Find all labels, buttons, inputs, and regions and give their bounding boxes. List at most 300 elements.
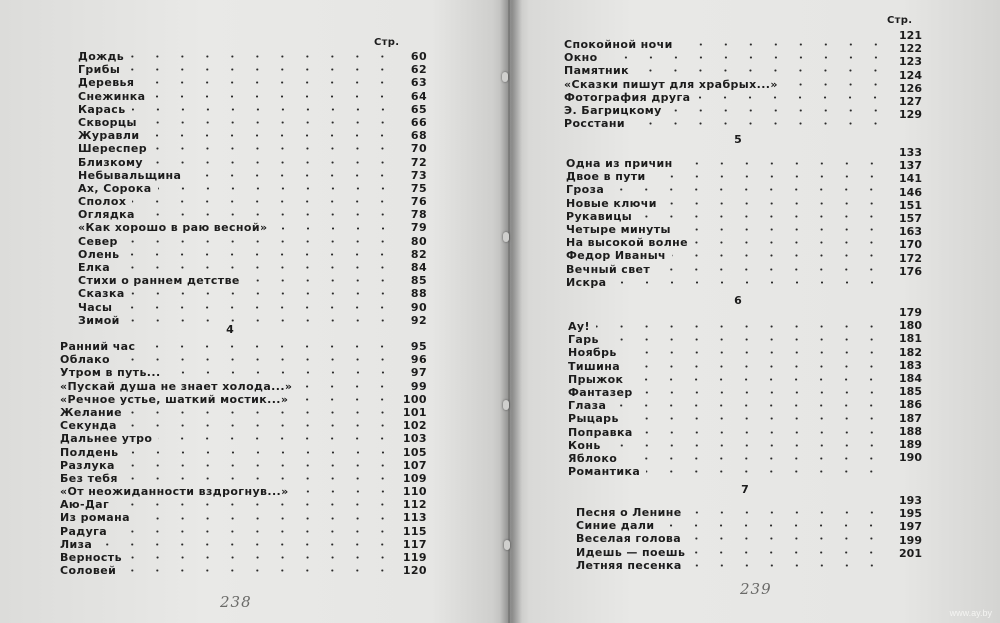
toc-entry	[78, 50, 427, 63]
toc-entry-page: 75	[410, 181, 427, 195]
toc-entry	[568, 439, 890, 452]
toc-list	[60, 340, 427, 577]
toc-entry-page: 109	[402, 471, 427, 485]
leader-dots	[116, 266, 395, 269]
leader-dots	[128, 556, 395, 559]
toc-entry-page: 88	[410, 287, 427, 301]
leader-dots	[298, 385, 395, 388]
toc-entry-title: Ноябрь	[568, 346, 617, 360]
toc-entry-title: Снежинка	[78, 89, 146, 103]
leader-dots	[118, 306, 395, 309]
toc-entry-page: 170	[899, 238, 922, 252]
leader-dots	[131, 292, 395, 295]
toc-entry	[566, 263, 890, 276]
toc-entry-page: 121	[899, 29, 922, 42]
toc-entry	[576, 559, 890, 572]
toc-entry-page: 70	[410, 142, 427, 156]
binding-stitch	[503, 400, 509, 410]
leader-dots	[677, 228, 884, 231]
toc-entry	[566, 183, 890, 196]
leader-dots	[151, 95, 395, 98]
leader-dots	[672, 254, 884, 257]
toc-entry-page: 100	[402, 392, 427, 406]
toc-entry-title: Часы	[78, 300, 113, 314]
toc-entry-title: Конь	[568, 438, 601, 452]
toc-entry	[78, 103, 427, 116]
toc-entry	[78, 287, 427, 300]
toc-entry-title: Спокойной ночи	[564, 38, 673, 51]
toc-entry-title: Без тебя	[60, 471, 118, 485]
toc-entry	[576, 532, 890, 545]
leader-dots	[638, 215, 884, 218]
toc-entry-page: 180	[899, 319, 922, 333]
toc-entry-page: 183	[899, 358, 922, 372]
binding-stitch	[502, 72, 508, 82]
toc-entry-title: Гарь	[568, 333, 599, 347]
toc-entry-page: 72	[410, 155, 427, 169]
toc-entry-title: «От неожиданности вздрогнув...»	[60, 485, 289, 499]
toc-entry	[564, 78, 894, 91]
toc-entry	[78, 116, 427, 129]
leader-dots	[125, 253, 395, 256]
toc-entry-title: «Сказки пишут для храбрых...»	[564, 77, 778, 91]
toc-entry-title: Олень	[78, 247, 120, 261]
toc-entry	[78, 248, 427, 261]
toc-entry-page: 157	[899, 211, 922, 225]
toc-entry-title: Рукавицы	[566, 209, 633, 223]
toc-entry-page: 151	[899, 198, 922, 212]
right-page	[510, 0, 1000, 623]
toc-entry-page: 85	[410, 274, 427, 288]
toc-entry-page: 97	[410, 366, 427, 380]
toc-entry-page: 105	[402, 445, 427, 459]
toc-entry-page: 80	[410, 234, 427, 248]
toc-entry-title: Поправка	[568, 425, 633, 439]
toc-entry	[60, 459, 427, 472]
leader-dots	[629, 378, 884, 381]
toc-entry	[60, 432, 427, 445]
leader-dots	[626, 365, 884, 368]
toc-entry	[568, 399, 890, 412]
toc-entry	[78, 301, 427, 314]
toc-entry-page: 107	[402, 458, 427, 472]
toc-entry-title: Фантазер	[568, 385, 633, 399]
leader-dots	[136, 517, 395, 520]
toc-entry-page: 78	[410, 208, 427, 222]
toc-entry-page: 184	[899, 371, 922, 385]
leader-dots	[639, 391, 884, 394]
leader-dots	[625, 417, 884, 420]
leader-dots	[687, 537, 884, 540]
toc-entry	[576, 519, 890, 532]
toc-entry-page: 186	[899, 398, 922, 412]
toc-entry	[78, 235, 427, 248]
toc-list	[564, 38, 894, 130]
toc-entry	[60, 551, 427, 564]
toc-entry-title: Радуга	[60, 524, 108, 538]
leader-dots	[656, 268, 884, 271]
toc-entry-title: Летняя песенка	[576, 558, 682, 572]
leader-dots	[679, 43, 888, 46]
toc-entry-title: На высокой волне	[566, 236, 689, 250]
toc-entry-page: 119	[402, 551, 427, 564]
toc-entry-title: Ау!	[568, 320, 590, 333]
leader-dots	[668, 109, 888, 112]
leader-dots	[294, 398, 395, 401]
toc-entry-title: Одна из причин	[566, 157, 673, 170]
toc-entry	[566, 170, 890, 183]
toc-entry-title: Журавли	[78, 129, 140, 143]
toc-entry	[78, 156, 427, 169]
toc-entry-page: 99	[410, 379, 427, 393]
leader-dots	[141, 213, 395, 216]
toc-entry-page: 68	[410, 129, 427, 143]
toc-entry-title: Сказка	[78, 287, 125, 301]
watermark: www.ay.by	[949, 608, 992, 618]
page-number-list	[890, 29, 922, 121]
leader-dots	[132, 108, 395, 111]
toc-entry	[78, 274, 427, 287]
leader-dots	[623, 351, 884, 354]
toc-entry	[568, 360, 890, 373]
toc-entry	[564, 51, 894, 64]
leader-dots	[652, 175, 884, 178]
toc-entry	[60, 525, 427, 538]
toc-entry	[78, 261, 427, 274]
book-gutter	[500, 0, 522, 623]
toc-entry-page: 123	[899, 55, 922, 69]
toc-entry	[568, 386, 890, 399]
toc-entry	[564, 117, 894, 130]
leader-dots	[125, 451, 395, 454]
leader-dots	[132, 200, 395, 203]
toc-entry	[60, 446, 427, 459]
toc-entry	[60, 485, 427, 498]
toc-entry	[568, 346, 890, 359]
leader-dots	[631, 122, 888, 125]
toc-entry	[566, 236, 890, 249]
toc-entry-title: Оглядка	[78, 208, 135, 222]
toc-entry-page: 179	[899, 306, 922, 319]
leader-dots	[126, 68, 395, 71]
section-number: 4	[226, 323, 234, 336]
toc-entry-title: Двое в пути	[566, 170, 646, 184]
leader-dots	[660, 524, 884, 527]
toc-entry-page: 188	[899, 424, 922, 438]
toc-entry-title: Сполох	[78, 195, 127, 209]
leader-dots	[158, 187, 395, 190]
toc-entry-page: 76	[410, 195, 427, 209]
toc-entry	[78, 169, 427, 182]
toc-entry	[564, 91, 894, 104]
toc-entry	[78, 182, 427, 195]
page-column-header: Стр.	[374, 37, 400, 48]
toc-entry-title: Лиза	[60, 537, 93, 551]
toc-entry	[60, 564, 427, 577]
toc-entry	[78, 129, 427, 142]
leader-dots	[113, 530, 395, 533]
toc-entry	[60, 472, 427, 485]
toc-entry-page: 137	[899, 159, 922, 173]
page-number-list	[890, 306, 922, 464]
toc-entry	[78, 221, 427, 234]
toc-entry-title: Соловей	[60, 564, 117, 578]
toc-entry-title: Стихи о раннем детстве	[78, 274, 240, 288]
toc-entry-title: «Как хорошо в раю весной»	[78, 221, 268, 235]
toc-entry-page: 101	[402, 405, 427, 419]
leader-dots	[663, 202, 884, 205]
toc-entry	[568, 452, 890, 465]
toc-entry-title: Искра	[566, 275, 607, 289]
toc-entry-page: 73	[410, 168, 427, 182]
leader-dots	[98, 543, 395, 546]
toc-entry	[60, 380, 427, 393]
toc-entry-page: 66	[410, 115, 427, 129]
toc-entry-page: 163	[899, 225, 922, 239]
toc-entry-title: Зимой	[78, 313, 120, 327]
toc-entry-title: «Речное устье, шаткий мостик...»	[60, 392, 289, 406]
toc-entry-title: Север	[78, 234, 118, 248]
toc-entry-title: Идешь — поешь	[576, 545, 686, 559]
leader-dots	[123, 424, 395, 427]
toc-entry-page: 63	[410, 76, 427, 90]
toc-entry-title: Шереспер	[78, 142, 148, 156]
toc-entry-title: Рыцарь	[568, 412, 619, 426]
toc-entry-page: 129	[899, 108, 922, 122]
toc-entry-page: 95	[410, 340, 427, 353]
toc-entry-title: Тишина	[568, 359, 621, 373]
toc-entry	[60, 419, 427, 432]
page-number-list	[890, 494, 922, 560]
toc-entry-title: Скворцы	[78, 115, 137, 129]
toc-entry-title: Четыре минуты	[566, 222, 671, 236]
toc-entry-page: 112	[402, 498, 427, 512]
toc-entry	[78, 142, 427, 155]
toc-entry	[60, 406, 427, 419]
leader-dots	[613, 281, 885, 284]
toc-entry-page: 120	[402, 564, 427, 578]
toc-entry-title: Э. Багрицкому	[564, 103, 662, 117]
toc-entry-page: 60	[410, 50, 427, 63]
toc-entry-title: Ранний час	[60, 340, 136, 353]
toc-entry-title: Яблоко	[568, 451, 618, 465]
leader-dots	[784, 83, 888, 86]
toc-entry-page: 65	[410, 102, 427, 116]
toc-entry-title: Новые ключи	[566, 196, 657, 210]
toc-entry-title: Федор Иваныч	[566, 249, 667, 263]
toc-entry-title: Деревья	[78, 76, 135, 90]
leader-dots	[646, 470, 884, 473]
toc-entry-page: 195	[899, 507, 922, 521]
toc-entry	[564, 38, 894, 51]
leader-dots	[691, 551, 884, 554]
toc-entry-page: 141	[899, 172, 922, 186]
toc-list	[78, 50, 427, 327]
toc-entry-title: Песня о Ленине	[576, 506, 682, 519]
toc-entry-title: Разлука	[60, 458, 115, 472]
leader-dots	[124, 477, 395, 480]
toc-entry-title: Дождь	[78, 50, 125, 63]
toc-entry-page: 110	[402, 485, 427, 499]
toc-entry	[568, 373, 890, 386]
toc-entry-page: 185	[899, 385, 922, 399]
leader-dots	[596, 325, 884, 328]
leader-dots	[128, 411, 395, 414]
toc-entry-title: Прыжок	[568, 372, 624, 386]
toc-entry-page: 82	[410, 247, 427, 261]
toc-entry	[566, 276, 890, 289]
leader-dots	[635, 69, 888, 72]
leader-dots	[116, 358, 395, 361]
toc-entry-page: 79	[410, 221, 427, 235]
toc-entry	[60, 393, 427, 406]
toc-entry-page: 92	[410, 313, 427, 327]
leader-dots	[115, 503, 395, 506]
leader-dots	[610, 188, 884, 191]
section-number: 7	[741, 483, 749, 496]
toc-entry	[78, 195, 427, 208]
toc-entry-page: 190	[899, 451, 922, 465]
leader-dots	[149, 161, 395, 164]
toc-entry	[566, 210, 890, 223]
toc-entry	[60, 366, 427, 379]
toc-entry-title: Грибы	[78, 63, 121, 77]
toc-entry-title: Облако	[60, 353, 110, 367]
leader-dots	[143, 121, 395, 124]
section-number: 5	[734, 133, 742, 146]
leader-dots	[141, 345, 395, 348]
toc-entry	[568, 465, 890, 478]
toc-entry	[568, 412, 890, 425]
leader-dots	[153, 147, 395, 150]
leader-dots	[604, 56, 888, 59]
toc-entry-page: 103	[402, 432, 427, 446]
toc-entry-title: Дальнее утро	[60, 432, 153, 446]
binding-stitch	[503, 232, 509, 242]
leader-dots	[605, 338, 884, 341]
toc-entry-title: Утром в путь...	[60, 366, 161, 380]
toc-entry-title: Близкому	[78, 155, 143, 169]
toc-entry-title: Аю-Даг	[60, 498, 110, 512]
toc-entry	[60, 498, 427, 511]
binding-stitch	[504, 540, 510, 550]
toc-entry-title: Вечный свет	[566, 262, 651, 276]
leader-dots	[696, 96, 888, 99]
toc-entry-page: 189	[899, 437, 922, 451]
toc-entry-title: Карась	[78, 102, 126, 116]
toc-entry-title: Романтика	[568, 465, 641, 479]
toc-entry	[564, 64, 894, 77]
leader-dots	[688, 511, 884, 514]
toc-entry-title: Фотография друга	[564, 90, 691, 104]
leader-dots	[639, 431, 884, 434]
leader-dots	[694, 241, 884, 244]
toc-entry-page: 62	[410, 63, 427, 77]
page-column-header: Стр.	[887, 15, 913, 26]
toc-entry-page: 102	[402, 419, 427, 433]
toc-entry	[568, 320, 890, 333]
leader-dots	[145, 134, 395, 137]
leader-dots	[688, 564, 884, 567]
toc-entry-page: 117	[402, 537, 427, 551]
leader-dots	[274, 227, 396, 230]
toc-entry-page: 126	[899, 81, 922, 95]
toc-entry-page: 199	[899, 533, 922, 547]
toc-entry	[568, 333, 890, 346]
toc-entry-title: Росстани	[564, 117, 625, 131]
toc-entry-page: 197	[899, 520, 922, 534]
leader-dots	[140, 81, 395, 84]
toc-entry-page: 84	[410, 261, 427, 274]
toc-entry-page: 96	[410, 353, 427, 367]
toc-entry	[60, 340, 427, 353]
toc-entry-title: Небывальщина	[78, 168, 182, 182]
leader-dots	[121, 464, 395, 467]
toc-entry-page: 176	[899, 264, 922, 278]
toc-entry-page: 146	[899, 185, 922, 199]
leader-dots	[607, 444, 884, 447]
toc-entry-title: Синие дали	[576, 519, 655, 533]
toc-entry-page: 113	[402, 511, 427, 525]
toc-entry-title: Елка	[78, 261, 111, 274]
toc-entry	[78, 63, 427, 76]
toc-entry-title: Памятник	[564, 64, 630, 78]
page-number: 238	[220, 593, 252, 611]
toc-entry	[564, 104, 894, 117]
leader-dots	[623, 457, 884, 460]
page-number-list	[890, 146, 922, 278]
toc-entry-title: «Пускай душа не знает холода...»	[60, 379, 293, 393]
toc-list	[566, 157, 890, 289]
toc-entry	[60, 538, 427, 551]
toc-entry	[576, 546, 890, 559]
leader-dots	[130, 55, 395, 58]
toc-entry-title: Желание	[60, 405, 122, 419]
toc-entry-page: 172	[899, 251, 922, 265]
leader-dots	[246, 279, 395, 282]
toc-entry-page: 201	[899, 546, 922, 560]
toc-entry-page: 127	[899, 94, 922, 108]
toc-entry-page: 115	[402, 524, 427, 538]
toc-entry	[568, 426, 890, 439]
toc-entry-title: Окно	[564, 51, 598, 65]
section-number: 6	[734, 294, 742, 307]
leader-dots	[124, 240, 395, 243]
toc-entry-title: Веселая голова	[576, 532, 682, 546]
toc-entry	[566, 223, 890, 236]
toc-entry-page: 193	[899, 494, 922, 507]
toc-entry-title: Глаза	[568, 399, 607, 413]
toc-entry-page: 182	[899, 345, 922, 359]
toc-entry	[566, 249, 890, 262]
leader-dots	[167, 371, 395, 374]
toc-entry-page: 122	[899, 42, 922, 56]
leader-dots	[679, 162, 884, 165]
toc-entry	[60, 353, 427, 366]
toc-entry-title: Полдень	[60, 445, 119, 459]
toc-entry-title: Секунда	[60, 419, 117, 433]
toc-entry	[566, 197, 890, 210]
toc-list	[568, 320, 890, 478]
page-number: 239	[740, 580, 772, 598]
toc-entry	[60, 511, 427, 524]
toc-entry-page: 187	[899, 411, 922, 425]
leader-dots	[158, 437, 395, 440]
toc-entry-title: Верность	[60, 551, 122, 564]
toc-entry	[78, 76, 427, 89]
toc-entry	[576, 506, 890, 519]
toc-entry	[78, 208, 427, 221]
